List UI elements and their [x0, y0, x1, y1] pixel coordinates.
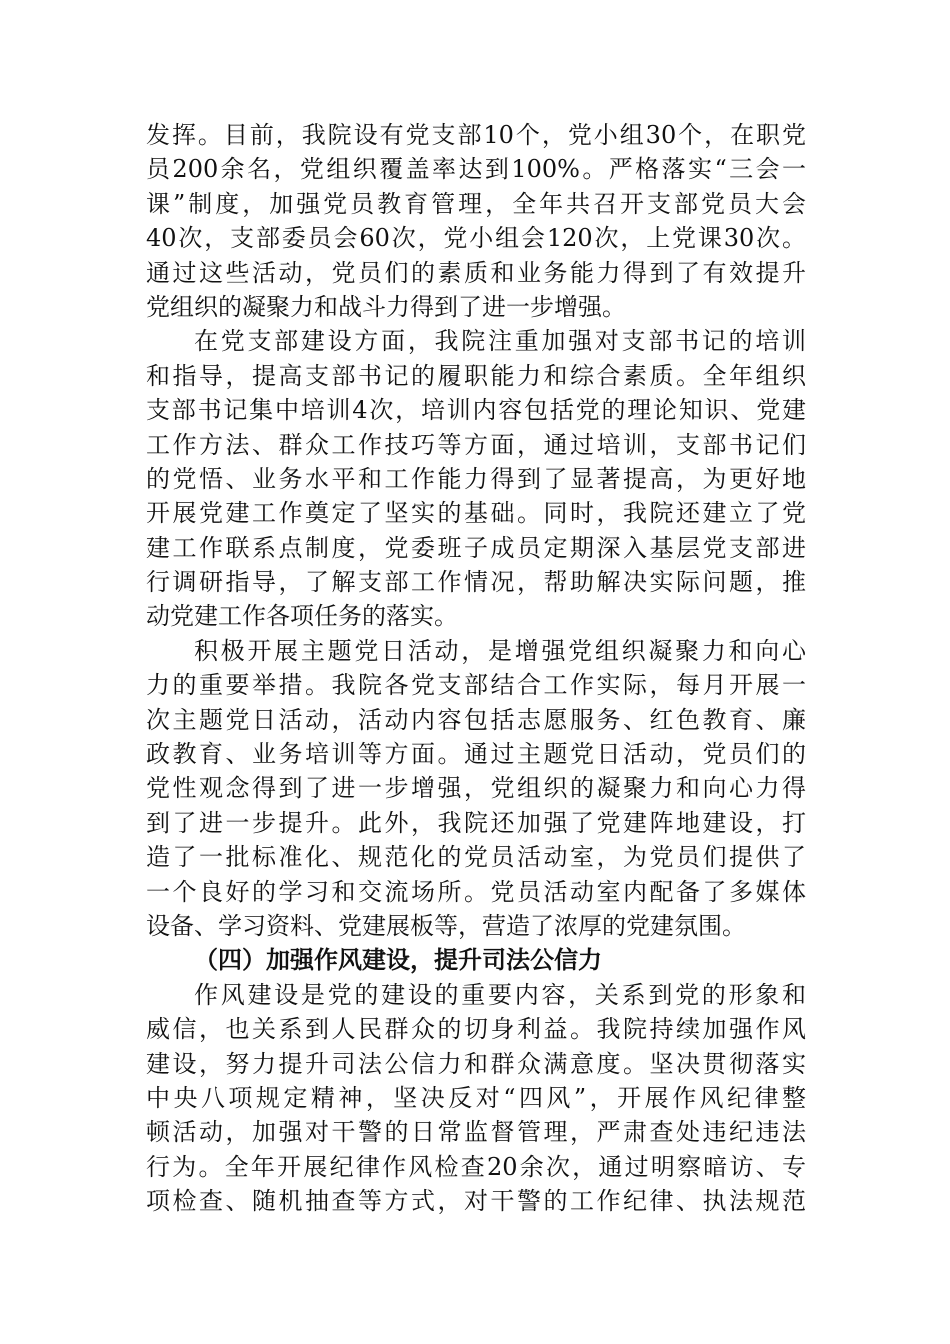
text-line: 建工作联系点制度，党委班子成员定期深入基层党支部进 [146, 533, 806, 562]
text-line: 行调研指导，了解支部工作情况，帮助解决实际问题，推 [146, 568, 806, 597]
text-line: 一个良好的学习和交流场所。党员活动室内配备了多媒体 [146, 877, 806, 906]
text-line: 政教育、业务培训等方面。通过主题党日活动，党员们的 [146, 740, 806, 769]
text-line: 课”制度，加强党员教育管理，全年共召开支部党员大会 [146, 189, 806, 218]
paragraph-first-line: 在党支部建设方面，我院注重加强对支部书记的培训 [194, 327, 806, 356]
text-line: 开展党建工作奠定了坚实的基础。同时，我院还建立了党 [146, 499, 806, 528]
text-line: 的党悟、业务水平和工作能力得到了显著提高，为更好地 [146, 464, 806, 493]
text-line: 40次，支部委员会60次，党小组会120次，上党课30次。 [146, 224, 806, 253]
paragraph-first-line: 积极开展主题党日活动，是增强党组织凝聚力和向心 [194, 636, 806, 665]
text-line: 次主题党日活动，活动内容包括志愿服务、红色教育、廉 [146, 705, 806, 734]
text-line: 中央八项规定精神，坚决反对“四风”，开展作风纪律整 [146, 1083, 806, 1112]
text-line: 威信，也关系到人民群众的切身利益。我院持续加强作风 [146, 1015, 806, 1044]
text-line: 和指导，提高支部书记的履职能力和综合素质。全年组织 [146, 361, 806, 390]
text-line: 到了进一步提升。此外，我院还加强了党建阵地建设，打 [146, 808, 806, 837]
body-text [146, 118, 806, 1219]
text-line: 发挥。目前，我院设有党支部10个，党小组30个，在职党 [146, 121, 806, 149]
text-line: 顿活动，加强对干警的日常监督管理，严肃查处违纪违法 [146, 1118, 806, 1147]
text-line: 党组织的凝聚力和战斗力得到了进一步增强。 [146, 292, 626, 321]
paragraph-first-line: 作风建设是党的建设的重要内容，关系到党的形象和 [194, 980, 806, 1009]
text-line: 党性观念得到了进一步增强，党组织的凝聚力和向心力得 [146, 774, 806, 803]
text-line: 力的重要举措。我院各党支部结合工作实际，每月开展一 [146, 671, 806, 700]
text-line: 建设，努力提升司法公信力和群众满意度。坚决贯彻落实 [146, 1049, 806, 1078]
text-line: 项检查、随机抽查等方式，对干警的工作纪律、执法规范 [146, 1187, 806, 1216]
text-line: 设备、学习资料、党建展板等，营造了浓厚的党建氛围。 [146, 911, 746, 940]
text-line: 造了一批标准化、规范化的党员活动室，为党员们提供了 [146, 843, 806, 872]
text-line: 行为。全年开展纪律作风检查20余次，通过明察暗访、专 [146, 1152, 806, 1181]
text-line: 工作方法、群众工作技巧等方面，通过培训，支部书记们 [146, 430, 806, 459]
text-line: 员200余名，党组织覆盖率达到100%。严格落实“三会一 [146, 155, 806, 184]
text-line: 动党建工作各项任务的落实。 [146, 602, 458, 631]
text-line: 支部书记集中培训4次，培训内容包括党的理论知识、党建 [146, 396, 806, 425]
text-line: 通过这些活动，党员们的素质和业务能力得到了有效提升 [146, 258, 806, 287]
section-heading: （四）加强作风建设，提升司法公信力 [194, 945, 602, 975]
